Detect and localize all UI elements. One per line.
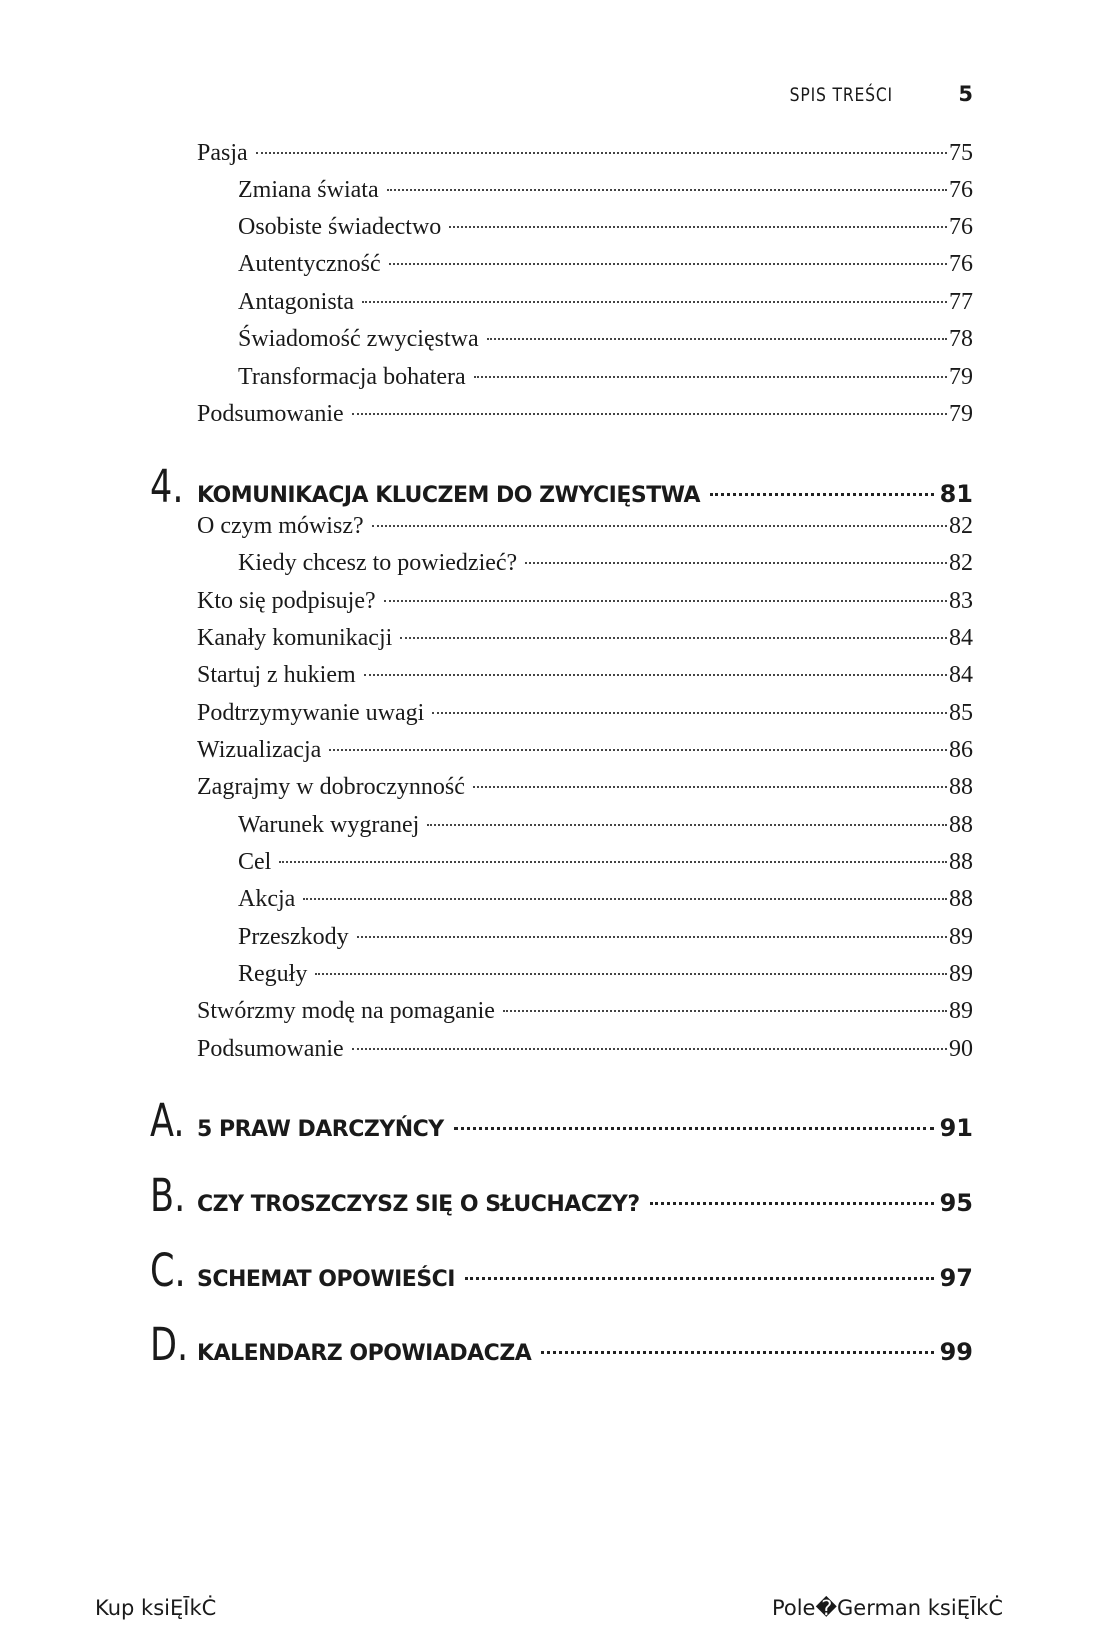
dot-leader (473, 786, 947, 788)
toc-entry-label: Wizualizacja (197, 737, 322, 763)
toc-entry-label: Podsumowanie (197, 1036, 344, 1062)
toc-entry-page: 89 (949, 961, 973, 987)
toc-entry-pasja[interactable] (197, 140, 973, 172)
dot-leader (465, 1277, 934, 1280)
toc-entry-akcja[interactable] (238, 886, 973, 918)
toc-entry-label: Kiedy chcesz to powiedzieć? (238, 550, 518, 576)
running-head-title: SPIS TREŚCI (789, 84, 893, 106)
toc-entry-page: 86 (949, 737, 973, 763)
dot-leader (454, 1127, 934, 1130)
dot-leader (352, 1048, 947, 1050)
toc-entry-cel[interactable] (238, 849, 973, 881)
toc-entry-page: 75 (949, 140, 973, 166)
toc-entry-page: 76 (949, 177, 973, 203)
toc-entry-warunek-wygranej[interactable] (238, 812, 973, 844)
toc-entry-o-czym-mowisz[interactable] (197, 513, 973, 545)
toc-entry-podsumowanie-2[interactable] (197, 1036, 973, 1068)
toc-entry-page: 90 (949, 1036, 973, 1062)
appendix-letter: C. (150, 1244, 186, 1297)
toc-entry-page: 82 (949, 513, 973, 539)
footer-buy-link[interactable]: Kup ksiĘĪkĊ (95, 1596, 217, 1620)
toc-appendix-c[interactable] (150, 1244, 973, 1300)
appendix-title: KALENDARZ OPOWIADACZA (197, 1341, 532, 1366)
toc-entry-osobiste-swiadectwo[interactable] (238, 214, 973, 246)
toc-entry-label: Osobiste świadectwo (238, 214, 442, 240)
dot-leader (503, 1010, 947, 1012)
dot-leader (329, 749, 947, 751)
dot-leader (357, 936, 947, 938)
toc-entry-label: Podsumowanie (197, 401, 344, 427)
toc-entry-label: Reguły (238, 961, 308, 987)
toc-entry-stworzmy-mode[interactable] (197, 998, 973, 1030)
toc-entry-kanaly-komunikacji[interactable] (197, 625, 973, 657)
chapter-title: KOMUNIKACJA KLUCZEM DO ZWYCIĘSTWA (197, 483, 701, 508)
appendix-letter: A. (150, 1094, 185, 1147)
toc-entry-label: Akcja (238, 886, 296, 912)
page-number: 5 (958, 82, 973, 106)
toc-entry-label: Warunek wygranej (238, 812, 420, 838)
appendix-letter: B. (150, 1169, 186, 1222)
toc-appendix-d[interactable] (150, 1318, 973, 1374)
toc-entry-label: Zagrajmy w dobroczynność (197, 774, 465, 800)
toc-entry-label: Autentyczność (238, 251, 381, 277)
toc-entry-label: Kanały komunikacji (197, 625, 393, 651)
toc-entry-page: 78 (949, 326, 973, 352)
toc-entry-label: Antagonista (238, 289, 354, 315)
appendix-letter: D. (150, 1318, 189, 1371)
toc-entry-page: 83 (949, 588, 973, 614)
toc-entry-swiadomosc-zwyciestwa[interactable] (238, 326, 973, 358)
toc-entry-page: 79 (949, 401, 973, 427)
toc-entry-page: 76 (949, 251, 973, 277)
toc-entry-page: 82 (949, 550, 973, 576)
dot-leader (432, 712, 947, 714)
dot-leader (449, 226, 947, 228)
appendix-page: 99 (939, 1338, 973, 1366)
appendix-title: 5 PRAW DARCZYŃCY (197, 1117, 444, 1142)
appendix-title: CZY TROSZCZYSZ SIĘ O SŁUCHACZY? (197, 1192, 640, 1217)
toc-entry-reguly[interactable] (238, 961, 973, 993)
toc-entry-page: 88 (949, 849, 973, 875)
appendix-title: SCHEMAT OPOWIEŚCI (197, 1267, 455, 1292)
toc-entry-kto-sie-podpisuje[interactable] (197, 588, 973, 620)
toc-entry-podtrzymywanie-uwagi[interactable] (197, 700, 973, 732)
toc-entry-page: 76 (949, 214, 973, 240)
dot-leader (303, 898, 947, 900)
dot-leader (372, 525, 947, 527)
dot-leader (384, 600, 947, 602)
toc-entry-transformacja-bohatera[interactable] (238, 364, 973, 396)
dot-leader (352, 413, 947, 415)
dot-leader (389, 263, 947, 265)
toc-entry-label: Kto się podpisuje? (197, 588, 376, 614)
dot-leader (474, 376, 947, 378)
dot-leader (400, 637, 947, 639)
toc-entry-antagonista[interactable] (238, 289, 973, 321)
toc-entry-page: 84 (949, 625, 973, 651)
toc-entry-podsumowanie[interactable] (197, 401, 973, 433)
toc-entry-label: Przeszkody (238, 924, 349, 950)
toc-appendix-a[interactable] (150, 1094, 973, 1150)
toc-entry-label: Pasja (197, 140, 248, 166)
toc-entry-page: 84 (949, 662, 973, 688)
toc-entry-zmiana-swiata[interactable] (238, 177, 973, 209)
chapter-number: 4. (150, 460, 184, 513)
toc-entry-label: O czym mówisz? (197, 513, 364, 539)
dot-leader (364, 674, 947, 676)
toc-entry-page: 79 (949, 364, 973, 390)
dot-leader (362, 301, 947, 303)
toc-entry-kiedy-chcesz[interactable] (238, 550, 973, 582)
toc-entry-page: 89 (949, 998, 973, 1024)
dot-leader (525, 562, 947, 564)
toc-entry-label: Podtrzymywanie uwagi (197, 700, 425, 726)
toc-entry-label: Stwórzmy modę na pomaganie (197, 998, 495, 1024)
toc-entry-label: Transformacja bohatera (238, 364, 466, 390)
toc-entry-label: Startuj z hukiem (197, 662, 356, 688)
toc-entry-label: Zmiana świata (238, 177, 379, 203)
appendix-page: 97 (939, 1264, 973, 1292)
toc-entry-label: Cel (238, 849, 272, 875)
dot-leader (387, 189, 947, 191)
dot-leader (256, 152, 947, 154)
toc-entry-przeszkody[interactable] (238, 924, 973, 956)
toc-entry-page: 89 (949, 924, 973, 950)
dot-leader (315, 973, 947, 975)
toc-chapter-4[interactable] (150, 460, 973, 516)
chapter-page: 81 (939, 480, 973, 508)
appendix-page: 95 (939, 1189, 973, 1217)
toc-entry-page: 88 (949, 886, 973, 912)
toc-entry-label: Świadomość zwycięstwa (238, 326, 479, 352)
running-head (190, 82, 973, 112)
toc-entry-page: 77 (949, 289, 973, 315)
toc-entry-page: 88 (949, 812, 973, 838)
footer-recommend-link[interactable]: Pole�German ksiĘĪkĊ (771, 1596, 1003, 1620)
toc-entry-startuj-z-hukiem[interactable] (197, 662, 973, 694)
dot-leader (487, 338, 947, 340)
dot-leader (279, 861, 947, 863)
toc-entry-page: 85 (949, 700, 973, 726)
toc-entry-wizualizacja[interactable] (197, 737, 973, 769)
toc-entry-page: 88 (949, 774, 973, 800)
dot-leader (427, 824, 947, 826)
appendix-page: 91 (939, 1114, 973, 1142)
toc-entry-zagrajmy[interactable] (197, 774, 973, 806)
dot-leader (710, 493, 934, 496)
toc-appendix-b[interactable] (150, 1169, 973, 1225)
dot-leader (541, 1351, 933, 1354)
dot-leader (650, 1202, 934, 1205)
toc-entry-autentycznosc[interactable] (238, 251, 973, 283)
